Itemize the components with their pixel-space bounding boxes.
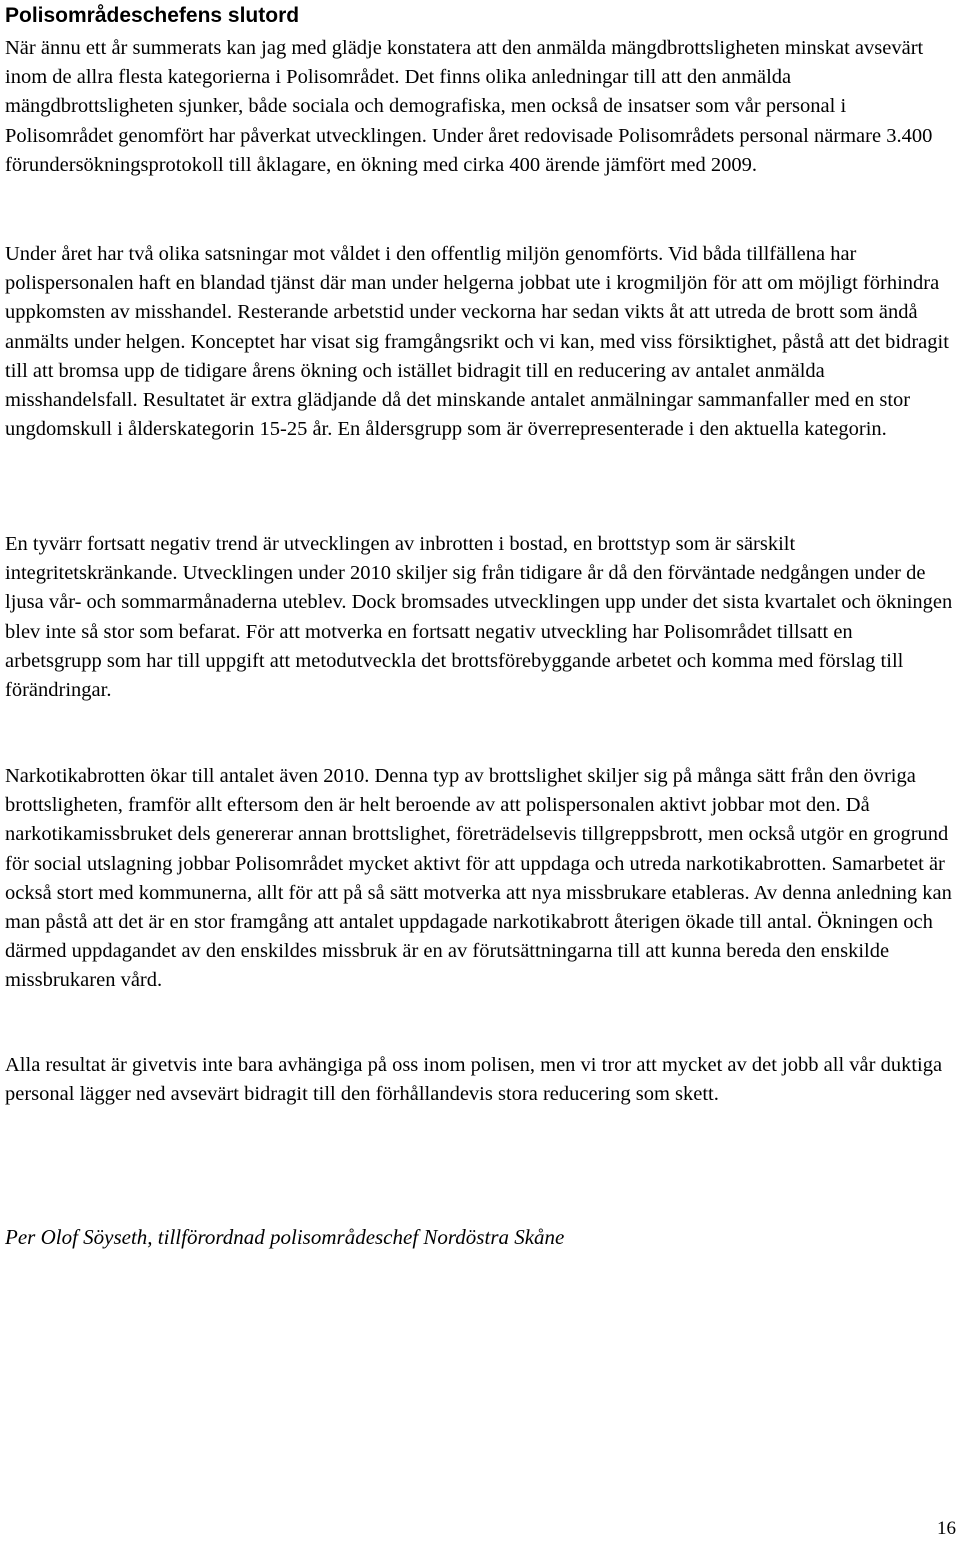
paragraph-narcotics: Narkotikabrotten ökar till antalet även 2010. Denna typ av brottslighet skiljer sig på många sätt från den övriga brottsligheten, framför allt eftersom den är helt beroende av att polispersonalen aktivt jobbar mot den. Då narkotikamissbruket dels genererar annan brottslighet, företrädelsevis tillgreppsbrott, men också utgör en grogrund för social utslagning jobbar Polisområdet mycket aktivt för att uppdaga och utreda narkotikabrotten. Samarbetet är också stort med kommunerna, allt för att på så sätt motverka att nya missbrukare etableras. Av denna anledning kan man påstå att det är en stor framgång att antalet uppdagade narkotikabrott återigen ökade till antal. Ökningen och därmed uppdagandet av den enskildes missbruk är en av förutsättningarna till att kunna bereda den enskilde missbrukaren vård. [5,765,952,992]
signature: Per Olof Söyseth, tillförordnad polisområdeschef Nordöstra Skåne [5,1225,565,1249]
paragraph-conclusion: Alla resultat är givetvis inte bara avhängiga på oss inom polisen, men vi tror att mycket av det jobb all vår duktiga personal lägger ned avsevärt bidragit till den förhållandevis stora reducering som skett. [5,1054,943,1106]
page-number: 16 [937,1518,956,1539]
paragraph-violence: Under året har två olika satsningar mot våldet i den offentlig miljön genomförts. Vid båda tillfällena har polispersonalen haft en blandad tjänst där man under helgerna jobbat ute i krogmiljön för att om möjligt förhindra uppkomsten av misshandel. Resterande arbetstid under veckorna har sedan vikts åt att utreda de brott som ändå anmälts under helgen. Konceptet har visat sig framgångsrikt och vi kan, med viss försiktighet, påstå att det bidragit till att bromsa upp de tidigare årens ökning och istället bidragit till en reducering av antalet anmälda misshandelsfall. Resultatet är extra glädjande då det minskande antalet anmälningar sammanfaller med en stor ungdomskull i ålderskategorin 15-25 år. En åldersgrupp som är överrepresenterade i den aktuella kategorin. [5,243,949,441]
paragraph-burglary: En tyvärr fortsatt negativ trend är utvecklingen av inbrotten i bostad, en brottstyp som är särskilt integritetskränkande. Utvecklingen under 2010 skiljer sig från tidigare år då den förväntade nedgången under de ljusa vår- och sommarmånaderna uteblev. Dock bromsades utvecklingen upp under det sista kvartalet och ökningen blev inte så stor som befarat. För att motverka en fortsatt negativ utveckling har Polisområdet tillsatt en arbetsgrupp som har till uppgift att metodutveckla det brottsförebyggande arbetet och komma med förslag till förändringar. [5,533,953,702]
paragraph-intro: När ännu ett år summerats kan jag med glädje konstatera att den anmälda mängdbrottsligheten minskat avsevärt inom de allra flesta kategorierna i Polisområdet. Det finns olika anledningar till att den anmälda mängdbrottsligheten sjunker, både sociala och demografiska, men också de insatser som vår personal i Polisområdet genomfört har påverkat utvecklingen. Under året redovisade Polisområdets personal närmare 3.400 förundersökningsprotokoll till åklagare, en ökning med cirka 400 ärende jämfört med 2009. [5,37,933,176]
page-title: Polisområdeschefens slutord [5,4,300,27]
